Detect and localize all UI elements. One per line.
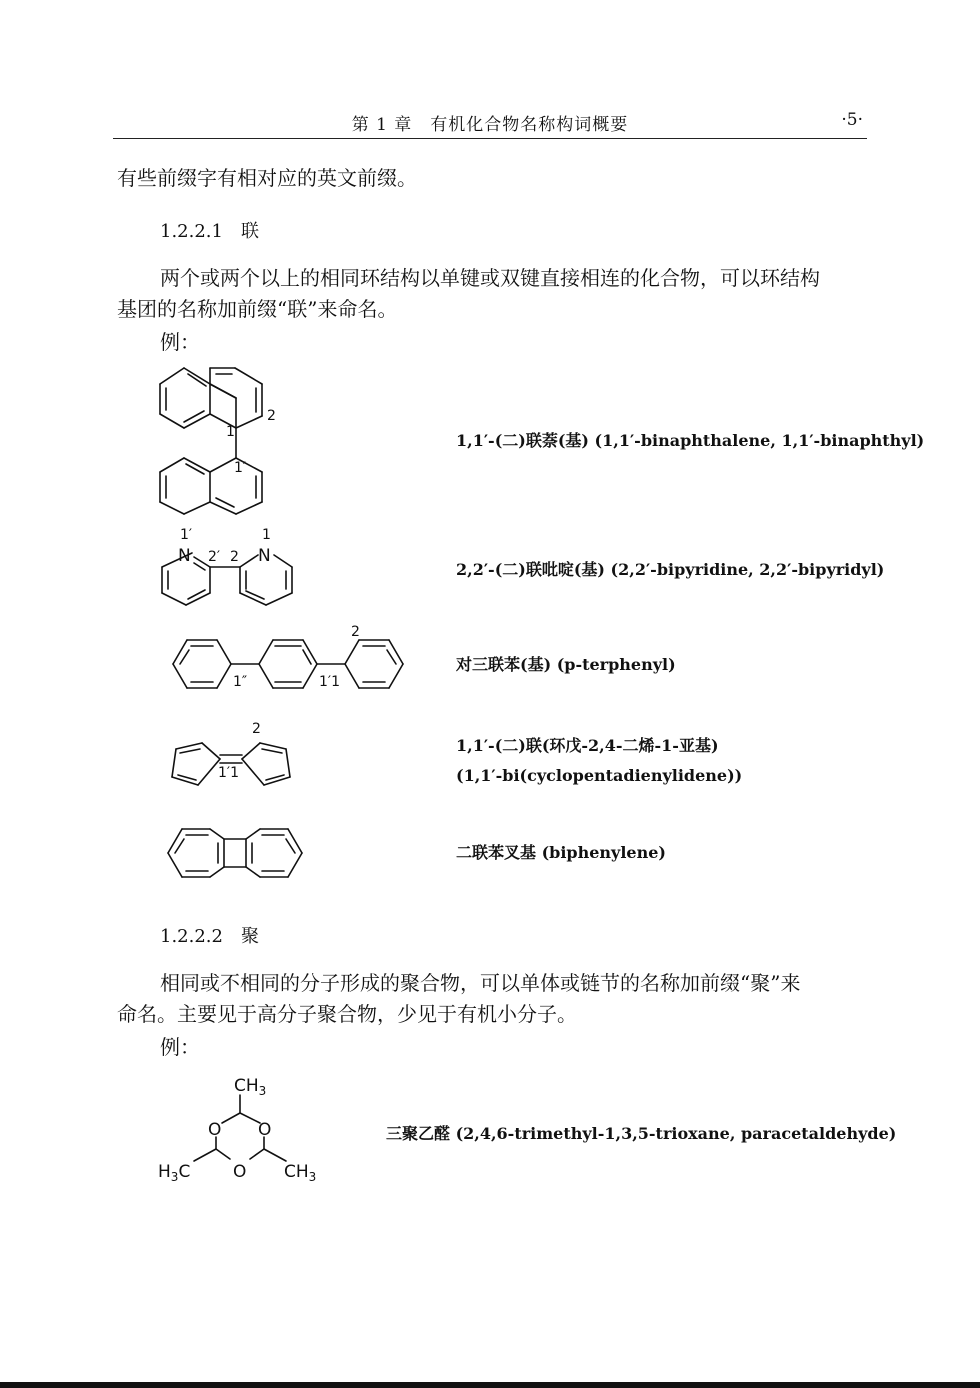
section-heading-2: 1.2.2.2 聚 (160, 926, 259, 947)
bicyclopentadienylidene-structure (160, 715, 300, 795)
running-header (113, 108, 867, 139)
intro-line: 有些前缀字有相对应的英文前缀。 (117, 166, 417, 190)
atom-label-1: 1 (226, 424, 235, 440)
nitrogen-left: N (178, 546, 191, 566)
paracetaldehyde-structure (150, 1065, 350, 1190)
sec1-para-line1: 两个或两个以上的相同环结构以单键或双键直接相连的化合物，可以环结构 (160, 266, 820, 290)
atom-label-1-prime: 1′ (234, 460, 247, 476)
atom-label-2: 2 (267, 408, 276, 424)
chapter-title: 第 1 章 有机化合物名称构词概要 (351, 115, 629, 135)
atom-label-2: 2 (252, 721, 261, 737)
nitrogen-right: N (258, 546, 271, 566)
binaphthalene-structure (150, 360, 290, 520)
bipyridine-structure (150, 525, 310, 615)
atom-label-1-prime-1: 1′1 (319, 674, 340, 690)
biphenylene-structure (160, 815, 310, 890)
terphenyl-structure (165, 620, 415, 700)
atom-label-1-prime: 1′ (180, 527, 193, 543)
oxygen-bottom: O (233, 1162, 247, 1182)
sec2-example-label: 例： (160, 1035, 200, 1059)
example-label-bicyclopentadienylidene-en: (1,1′-bi(cyclopentadienylidene)) (456, 766, 743, 785)
page-bottom-edge (0, 1382, 980, 1388)
example-label-terphenyl: 对三联苯(基) (p-terphenyl) (456, 655, 676, 674)
example-label-binaphthalene: 1,1′-(二)联萘(基) (1,1′-binaphthalene, 1,1′-binaphthyl) (456, 431, 925, 450)
sec2-para-line2: 命名。主要见于高分子聚合物，少见于有机小分子。 (117, 1002, 577, 1026)
page-number: ·5· (841, 110, 863, 130)
sec1-para-line2: 基团的名称加前缀“联”来命名。 (117, 297, 398, 321)
ch3-top: $CH_3$ (234, 1076, 267, 1098)
sec1-example-label: 例： (160, 330, 200, 354)
section-heading-1: 1.2.2.1 联 (160, 221, 259, 242)
atom-label-2: 2 (230, 549, 239, 565)
ch3-right: $CH_3$ (284, 1162, 317, 1184)
sec2-para-line1: 相同或不相同的分子形成的聚合物，可以单体或链节的名称加前缀“聚”来 (160, 971, 801, 995)
oxygen-right: O (258, 1120, 272, 1140)
example-label-paracetaldehyde: 三聚乙醛 (2,4,6-trimethyl-1,3,5-trioxane, paracetaldehyde) (386, 1124, 897, 1143)
h3c-left: $H_3C$ (158, 1162, 191, 1184)
atom-label-2-prime: 2′ (208, 549, 221, 565)
atom-label-2: 2 (351, 624, 360, 640)
example-label-bicyclopentadienylidene: 1,1′-(二)联(环戊-2,4-二烯-1-亚基) (456, 736, 719, 755)
atom-label-1-double-prime: 1″ (233, 674, 248, 690)
example-label-biphenylene: 二联苯叉基 (biphenylene) (456, 843, 666, 862)
atom-label-1-prime-1: 1′1 (218, 765, 239, 781)
atom-label-1: 1 (262, 527, 271, 543)
example-label-bipyridine: 2,2′-(二)联吡啶(基) (2,2′-bipyridine, 2,2′-bipyridyl) (456, 560, 885, 579)
oxygen-left: O (208, 1120, 222, 1140)
